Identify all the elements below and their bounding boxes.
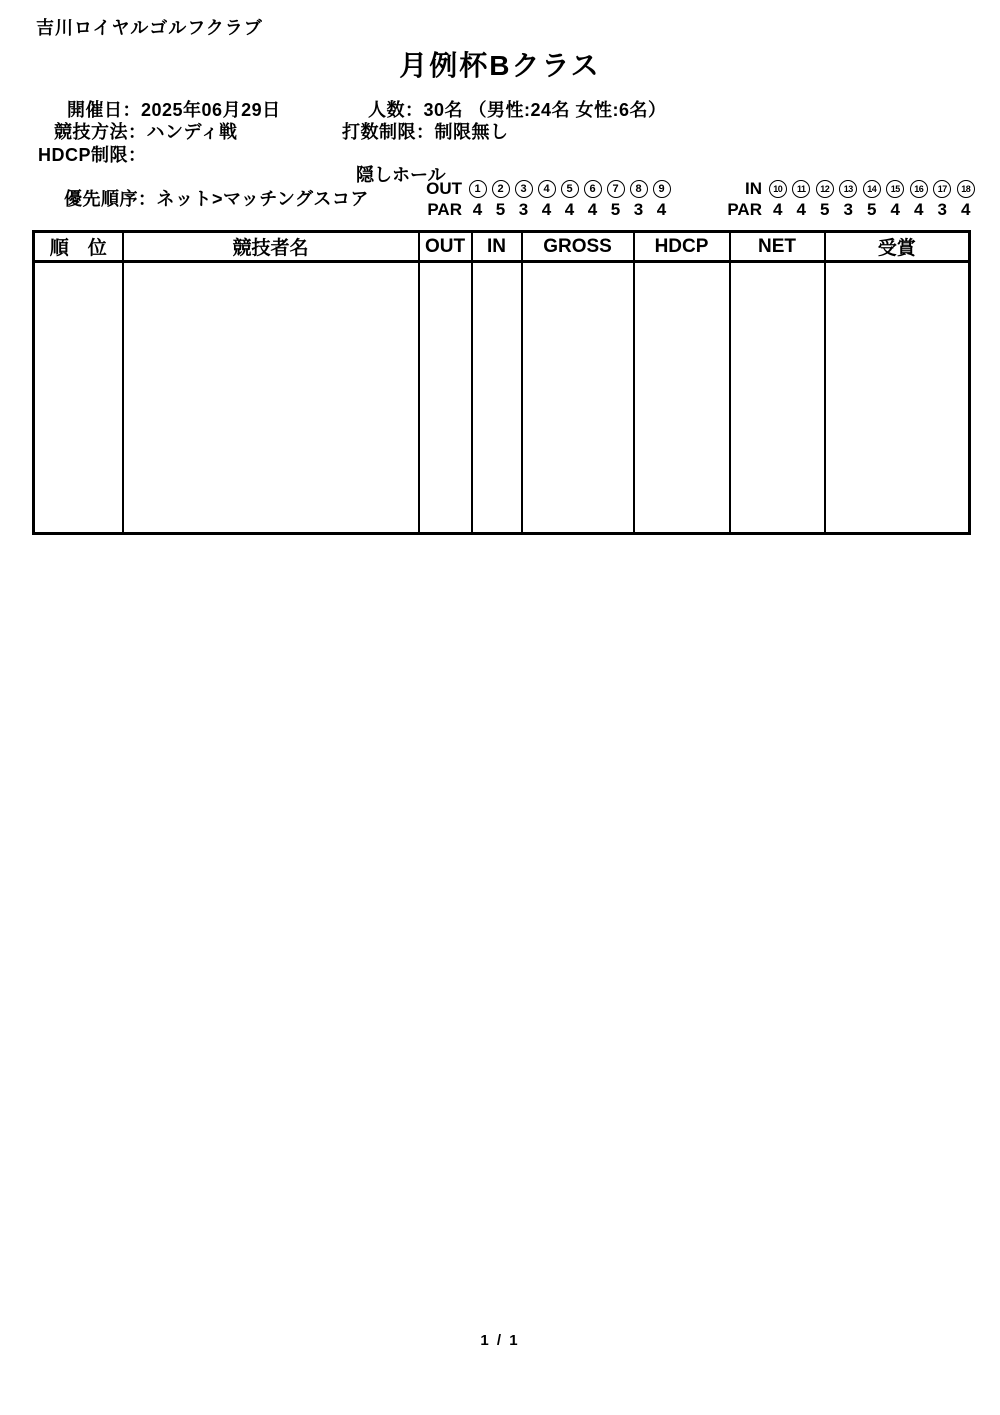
par-value: 5: [820, 199, 830, 219]
table-header-row: [34, 232, 970, 262]
par-value: 4: [890, 199, 900, 219]
column-header-2: OUT: [419, 232, 472, 262]
par-value: 3: [937, 199, 947, 219]
hole-number-circle: 18: [957, 180, 975, 198]
par-value: 4: [541, 199, 552, 219]
par-value: 4: [564, 199, 575, 219]
column-header-7: 受賞: [825, 232, 970, 262]
par-value: 4: [587, 199, 598, 219]
empty-cell: [123, 262, 419, 534]
empty-filler-row: [34, 262, 970, 534]
hole-number-circle: 1: [469, 180, 487, 198]
par-value: 4: [773, 199, 783, 219]
hdcp-limit: HDCP制限：: [38, 145, 147, 165]
hole-number-circle: 15: [886, 180, 904, 198]
empty-cell: [419, 262, 472, 534]
par-value: 4: [796, 199, 806, 219]
page-title: 月例杯Bクラス: [399, 50, 601, 81]
par-label: PAR: [727, 199, 762, 219]
par-value: 5: [867, 199, 877, 219]
hidden-holes-out: [420, 178, 673, 220]
par-value: 5: [610, 199, 621, 219]
hole-number-circle: 3: [515, 180, 533, 198]
holes-direction-label: OUT: [426, 178, 462, 198]
club-name: 吉川ロイヤルゴルフクラブ: [36, 18, 263, 38]
par-value: 3: [843, 199, 853, 219]
empty-cell: [472, 262, 522, 534]
column-header-4: GROSS: [522, 232, 634, 262]
holes-direction-label: IN: [745, 178, 762, 198]
hole-number-circle: 14: [863, 180, 881, 198]
hole-number-circle: 9: [653, 180, 671, 198]
stroke-limit: 打数制限：制限無し: [342, 122, 509, 142]
column-header-0: 順 位: [34, 232, 123, 262]
par-value: 3: [518, 199, 529, 219]
empty-cell: [730, 262, 825, 534]
event-date: 開催日：2025年06月29日: [67, 100, 281, 120]
column-header-1: 競技者名: [123, 232, 419, 262]
hidden-holes-in: [722, 178, 978, 220]
column-header-5: HDCP: [634, 232, 730, 262]
empty-cell: [522, 262, 634, 534]
hole-number-circle: 12: [816, 180, 834, 198]
hole-number-circle: 13: [839, 180, 857, 198]
hole-number-circle: 5: [561, 180, 579, 198]
hole-number-circle: 7: [607, 180, 625, 198]
hidden-holes-title: 隠しホール: [356, 165, 446, 185]
empty-cell: [634, 262, 730, 534]
par-label: PAR: [427, 199, 462, 219]
hole-number-circle: 17: [933, 180, 951, 198]
hole-number-circle: 8: [630, 180, 648, 198]
page-number: 1 / 1: [480, 1332, 520, 1349]
column-header-6: NET: [730, 232, 825, 262]
hole-number-circle: 4: [538, 180, 556, 198]
empty-cell: [825, 262, 970, 534]
hole-number-circle: 10: [769, 180, 787, 198]
par-value: 4: [914, 199, 924, 219]
par-value: 5: [495, 199, 506, 219]
participant-count: 人数：30名 （男性:24名 女性:6名）: [368, 100, 667, 120]
empty-cell: [34, 262, 123, 534]
hole-number-circle: 11: [792, 180, 810, 198]
hole-number-circle: 6: [584, 180, 602, 198]
competition-method: 競技方法：ハンディ戦: [54, 122, 238, 142]
hole-number-circle: 2: [492, 180, 510, 198]
par-value: 3: [633, 199, 644, 219]
par-value: 4: [961, 199, 971, 219]
par-value: 4: [472, 199, 483, 219]
priority-order: 優先順序：ネット>マッチングスコア: [64, 189, 369, 209]
hole-number-circle: 16: [910, 180, 928, 198]
par-value: 4: [656, 199, 667, 219]
column-header-3: IN: [472, 232, 522, 262]
results-table: [32, 230, 971, 535]
